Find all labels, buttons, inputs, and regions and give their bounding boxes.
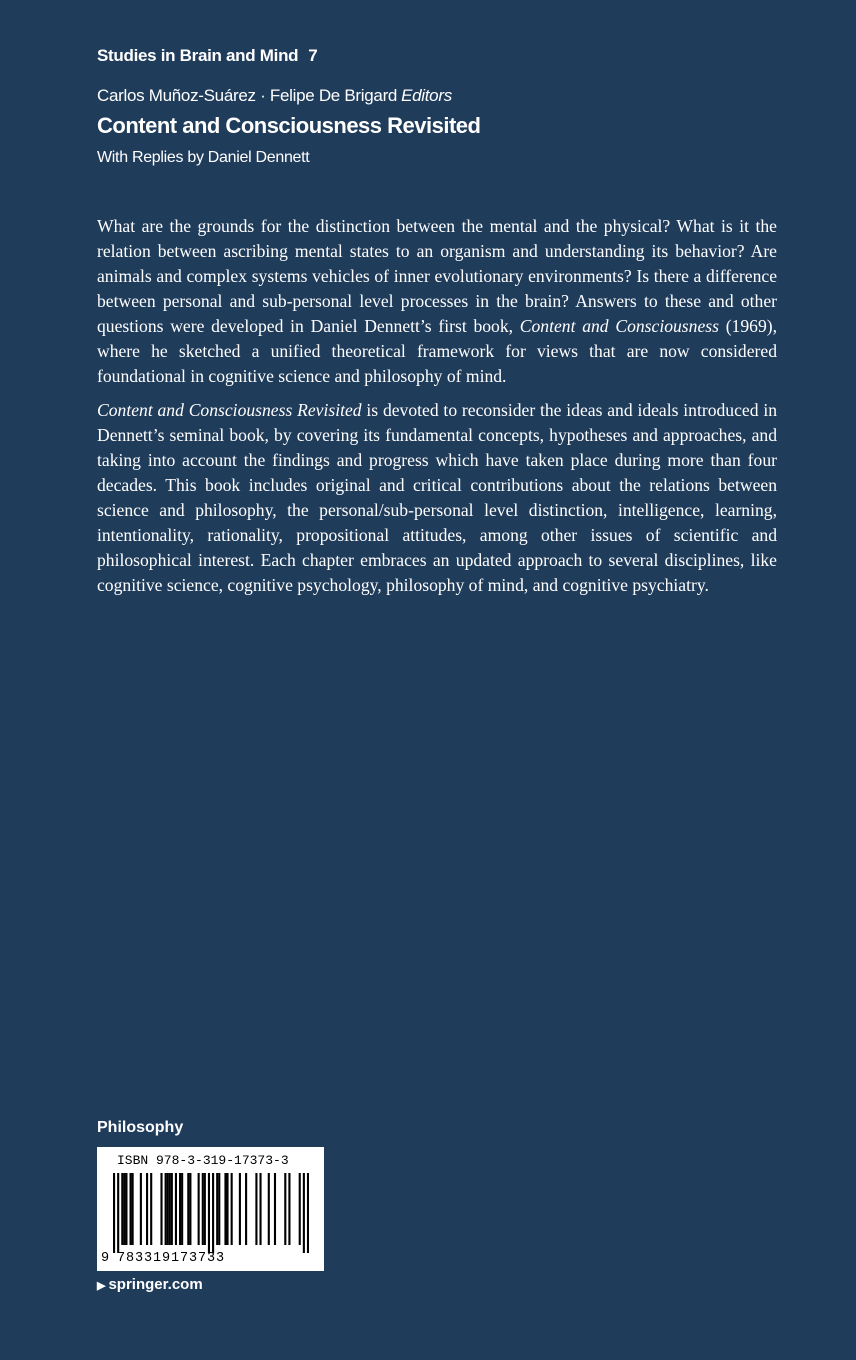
isbn-barcode	[97, 1147, 324, 1271]
play-arrow-icon: ▶	[97, 1280, 106, 1292]
barcode-bar	[117, 1173, 119, 1253]
barcode-bar	[259, 1173, 261, 1245]
barcode-bar	[212, 1173, 214, 1253]
website-url[interactable]: springer.com	[108, 1276, 203, 1293]
barcode-bar	[123, 1173, 125, 1245]
barcode-bar	[299, 1173, 301, 1245]
ean-digits: 783319173733	[117, 1251, 226, 1266]
barcode-bar	[239, 1173, 241, 1245]
blurb-paragraph-2	[97, 398, 777, 598]
barcode-bars	[113, 1173, 309, 1253]
barcode-bar	[130, 1173, 132, 1245]
barcode-bar	[198, 1173, 200, 1245]
barcode-bar	[146, 1173, 148, 1245]
barcode-bar	[255, 1173, 257, 1245]
editor-names: Carlos Muñoz-Suárez · Felipe De Brigard	[97, 86, 398, 105]
barcode-bar	[218, 1173, 220, 1245]
barcode-bar	[179, 1173, 181, 1245]
series-number: 7	[308, 46, 318, 65]
blurb-p1-text: What are the grounds for the distinction between the mental and the physical? What is it the relation between ascribing mental states to an organism and understanding its behavior? Are animals and complex systems vehicles of inner evolutionary environments? Is there a difference between personal and sub-personal level processes in the brain? Answers to these and other questions were developed in Daniel Dennett’s first book,	[97, 216, 777, 336]
series-name: Studies in Brain and Mind	[97, 46, 299, 65]
barcode-bar	[288, 1173, 290, 1245]
barcode-bar	[140, 1173, 142, 1245]
barcode-bar	[181, 1173, 183, 1245]
barcode-bar	[121, 1173, 123, 1245]
barcode-bar	[216, 1173, 218, 1245]
back-cover-blurb	[97, 214, 777, 607]
barcode-bar	[187, 1173, 189, 1245]
barcode-bar	[226, 1173, 228, 1245]
barcode-bar	[125, 1173, 127, 1245]
barcode-bar	[274, 1173, 276, 1245]
blurb-p2-book-title: Content and Consciousness Revisited	[97, 400, 362, 420]
isbn-label: ISBN 978-3-319-17373-3	[117, 1153, 289, 1168]
barcode-bar	[169, 1173, 171, 1245]
barcode-bar	[224, 1173, 226, 1245]
barcode-bar	[165, 1173, 167, 1245]
subject-category: Philosophy	[97, 1119, 184, 1136]
editors-role: Editors	[401, 86, 452, 105]
barcode-bar	[208, 1173, 210, 1253]
barcode-bar	[132, 1173, 134, 1245]
barcode-bar	[113, 1173, 115, 1253]
barcode-bar	[202, 1173, 204, 1245]
barcode-bar	[303, 1173, 305, 1253]
barcode-bar	[167, 1173, 169, 1245]
barcode-bar	[231, 1173, 233, 1245]
blurb-p1-end: (1969), where he sketched a unified theoretical framework for views that are now considered foundational in cognitive science and philosophy of mind.	[97, 316, 777, 386]
barcode-bar	[175, 1173, 177, 1245]
book-title: Content and Consciousness Revisited	[97, 113, 481, 138]
barcode-bar	[171, 1173, 173, 1245]
barcode-bar	[150, 1173, 152, 1245]
barcode-bar	[284, 1173, 286, 1245]
barcode-bar	[189, 1173, 191, 1245]
blurb-paragraph-1	[97, 214, 777, 389]
barcode-bar	[245, 1173, 247, 1245]
blurb-p1-book-title: Content and Consciousness	[519, 316, 719, 336]
book-subtitle: With Replies by Daniel Dennett	[97, 149, 310, 166]
barcode-bar	[204, 1173, 206, 1245]
barcode-bar	[268, 1173, 270, 1245]
barcode-bar	[307, 1173, 309, 1253]
editors-line	[97, 86, 452, 106]
ean-first-digit: 9	[101, 1251, 110, 1266]
blurb-p2-text: is devoted to reconsider the ideas and ideals introduced in Dennett’s seminal book, by covering its fundamental concepts, hypotheses and approaches, and taking into account the findings and progress which have taken place during more than four decades. This book includes original and critical contributions about the relations between science and philosophy, the personal/sub-personal level distinction, intelligence, learning, intentionality, rationality, propositional attitudes, among other issues of scientific and philosophical interest. Each chapter embraces an updated approach to several disciplines, like cognitive science, cognitive psychology, philosophy of mind, and cognitive psychiatry.	[97, 400, 777, 595]
barcode-bar	[160, 1173, 162, 1245]
publisher-website[interactable]	[97, 1276, 203, 1293]
series-line	[97, 46, 317, 66]
